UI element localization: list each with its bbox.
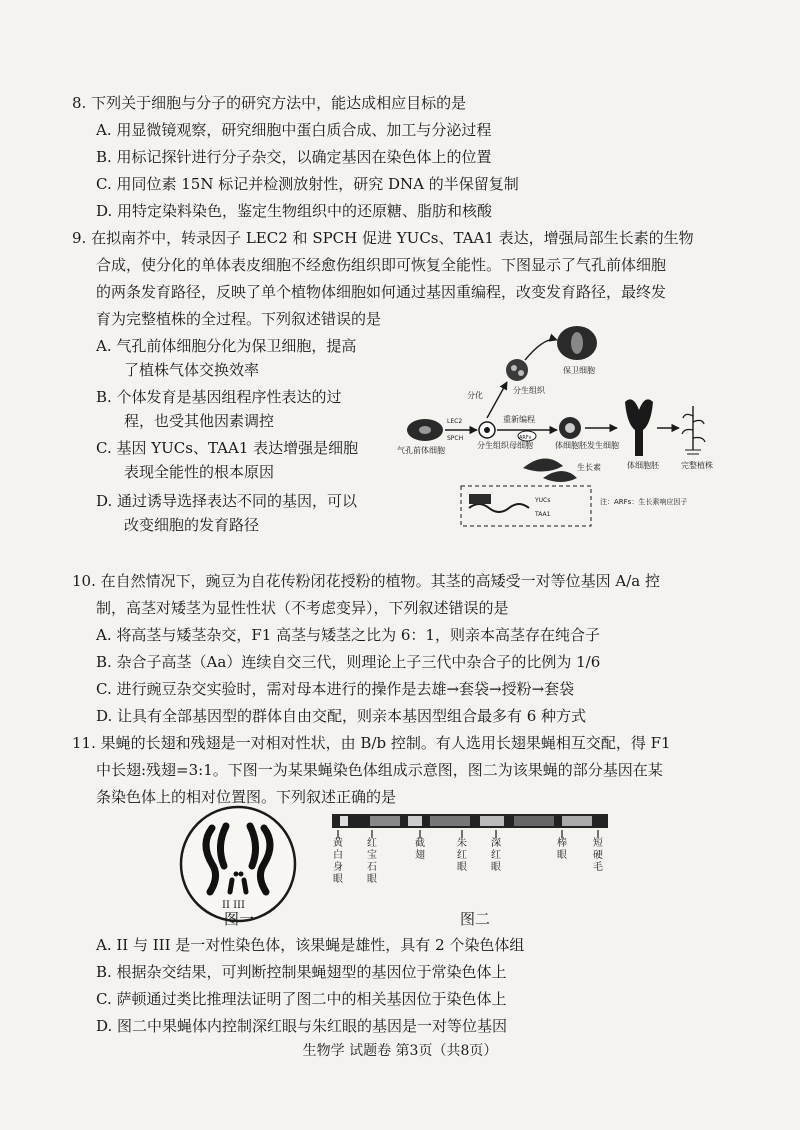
gene-label-ruby-eye: 红宝石眼	[367, 838, 377, 885]
gene-label-garnet-eye: 深红眼	[491, 838, 501, 873]
label-lec2: LEC2	[447, 418, 463, 425]
label-arfs: ARFs	[519, 435, 532, 441]
gene-label-short-bristle: 短硬毛	[593, 838, 603, 873]
meristem-mother-cell-icon	[479, 422, 495, 438]
label-somatic-embryo: 体细胞胚	[627, 461, 659, 470]
label-guard-cell: 保卫细胞	[563, 366, 595, 375]
q11-stem-line3: 条染色体上的相对位置图。下列叙述正确的是	[96, 788, 397, 806]
label-precursor: 气孔前体细胞	[397, 446, 445, 455]
q9-option-b-line2: 程，也受其他因素调控	[124, 412, 275, 430]
q10-stem-line1: 10. 在自然情况下，豌豆为自花传粉闭花授粉的植物。其茎的高矮受一对等位基因 A/a 控	[72, 572, 660, 590]
label-meristem-mother: 分生组织母细胞	[477, 441, 533, 450]
q9-stem-line3: 的两条发育路径，反映了单个植物体细胞如何通过基因重编程，改变发育路径，最终发	[96, 283, 667, 301]
somatic-embryo-icon	[625, 399, 653, 456]
stomatal-precursor-icon	[407, 419, 443, 441]
page-footer: 生物学 试题卷 第3页（共8页）	[302, 1043, 498, 1059]
q11-stem-line2: 中长翅:残翅=3:1。下图一为某果蝇染色体组成示意图，图二为该果蝇的部分基因在某	[96, 761, 663, 779]
gene-label-vermilion-eye: 朱红眼	[457, 838, 467, 873]
fig1-chromosome-labels: II III	[222, 900, 245, 911]
q9-option-c-line1: C. 基因 YUCs、TAA1 表达增强是细胞	[96, 439, 359, 457]
arrow-to-guard-cell	[525, 339, 557, 360]
dna-strand	[469, 504, 529, 512]
label-taa1: TAA1	[535, 511, 551, 518]
gene-label-yellow-white: 黄白身眼	[333, 838, 343, 885]
q10-option-c: C. 进行豌豆杂交实验时，需对母本进行的操作是去雄→套袋→授粉→套袋	[96, 680, 575, 698]
q11-option-c: C. 萨顿通过类比推理法证明了图二中的相关基因位于染色体上	[96, 990, 507, 1008]
q10-option-b: B. 杂合子高茎（Aa）连续自交三代，则理论上子三代中杂合子的比例为 1/6	[96, 653, 601, 671]
q11-option-a: A. II 与 III 是一对性染色体，该果蝇是雄性，具有 2 个染色体组	[96, 936, 525, 954]
arrow-to-meristemoid	[487, 382, 507, 418]
q9-stem-line4: 育为完整植株的全过程。下列叙述错误的是	[96, 310, 382, 328]
whole-plant-icon	[682, 406, 705, 454]
q8-option-d: D. 用特定染料染色，鉴定生物组织中的还原糖、脂肪和核酸	[96, 202, 493, 220]
q11-option-d: D. 图二中果蝇体内控制深红眼与朱红眼的基因是一对等位基因	[96, 1017, 508, 1035]
q8-option-b: B. 用标记探针进行分子杂交，以确定基因在染色体上的位置	[96, 148, 492, 166]
gene-label-cut-wing: 截翅	[415, 838, 425, 861]
q9-option-d-line1: D. 通过诱导选择表达不同的基因，可以	[96, 492, 358, 510]
plant-regeneration-figure	[395, 318, 725, 538]
label-yucs: YUCs	[535, 497, 551, 504]
q9-option-a-line1: A. 气孔前体细胞分化为保卫细胞，提高	[96, 337, 357, 355]
label-whole-plant: 完整植株	[681, 461, 713, 470]
label-auxin: 生长素	[577, 463, 601, 472]
label-spch: SPCH	[447, 435, 464, 442]
q9-stem-line1: 9. 在拟南芥中，转录因子 LEC2 和 SPCH 促进 YUCs、TAA1 表达，增强局部生长素的生物	[72, 229, 694, 247]
label-somatic-origin: 体细胞胚发生细胞	[555, 441, 619, 450]
q9-option-c-line2: 表现全能性的根本原因	[124, 463, 275, 481]
somatic-embryogenic-cell-icon	[559, 417, 581, 439]
q10-option-a: A. 将高茎与矮茎杂交，F1 高茎与矮茎之比为 6：1，则亲本高茎存在纯合子	[96, 626, 600, 644]
q10-option-d: D. 让具有全部基因型的群体自由交配，则亲本基因型组合最多有 6 种方式	[96, 707, 587, 725]
fig2-caption: 图二	[460, 910, 491, 928]
guard-cell-icon	[557, 326, 597, 360]
auxin-leaf-icon	[523, 458, 577, 482]
q10-stem-line2: 制，高茎对矮茎为显性性状（不考虑变异），下列叙述错误的是	[96, 599, 509, 617]
q8-option-c: C. 用同位素 15N 标记并检测放射性，研究 DNA 的半保留复制	[96, 175, 519, 193]
tf-block	[469, 494, 491, 504]
figure-note: 注：ARFs：生长素响应因子	[600, 498, 688, 506]
q9-option-d-line2: 改变细胞的发育路径	[124, 516, 260, 534]
gene-label-bar-eye: 棒眼	[557, 838, 567, 861]
chromosome-karyotype-figure	[178, 804, 298, 924]
meristemoid-icon	[506, 359, 528, 381]
label-differentiation: 分化	[467, 391, 483, 400]
label-reprogram: 重新编程	[503, 415, 535, 424]
q9-stem-line2: 合成，使分化的单体表皮细胞不经愈伤组织即可恢复全能性。下图显示了气孔前体细胞	[96, 256, 667, 274]
fig1-caption: 图一	[224, 910, 255, 928]
q8-option-a: A. 用显微镜观察，研究细胞中蛋白质合成、加工与分泌过程	[96, 121, 492, 139]
q9-option-b-line1: B. 个体发育是基因组程序性表达的过	[96, 388, 342, 406]
q11-option-b: B. 根据杂交结果，可判断控制果蝇翅型的基因位于常染色体上	[96, 963, 507, 981]
q8-stem: 8. 下列关于细胞与分子的研究方法中，能达成相应目标的是	[72, 94, 467, 112]
q11-stem-line1: 11. 果蝇的长翅和残翅是一对相对性状，由 B/b 控制。有人选用长翅果蝇相互交配，得 F1	[72, 734, 671, 752]
q9-option-a-line2: 了植株气体交换效率	[124, 361, 260, 379]
label-meristemoid: 分生组织	[513, 386, 545, 395]
